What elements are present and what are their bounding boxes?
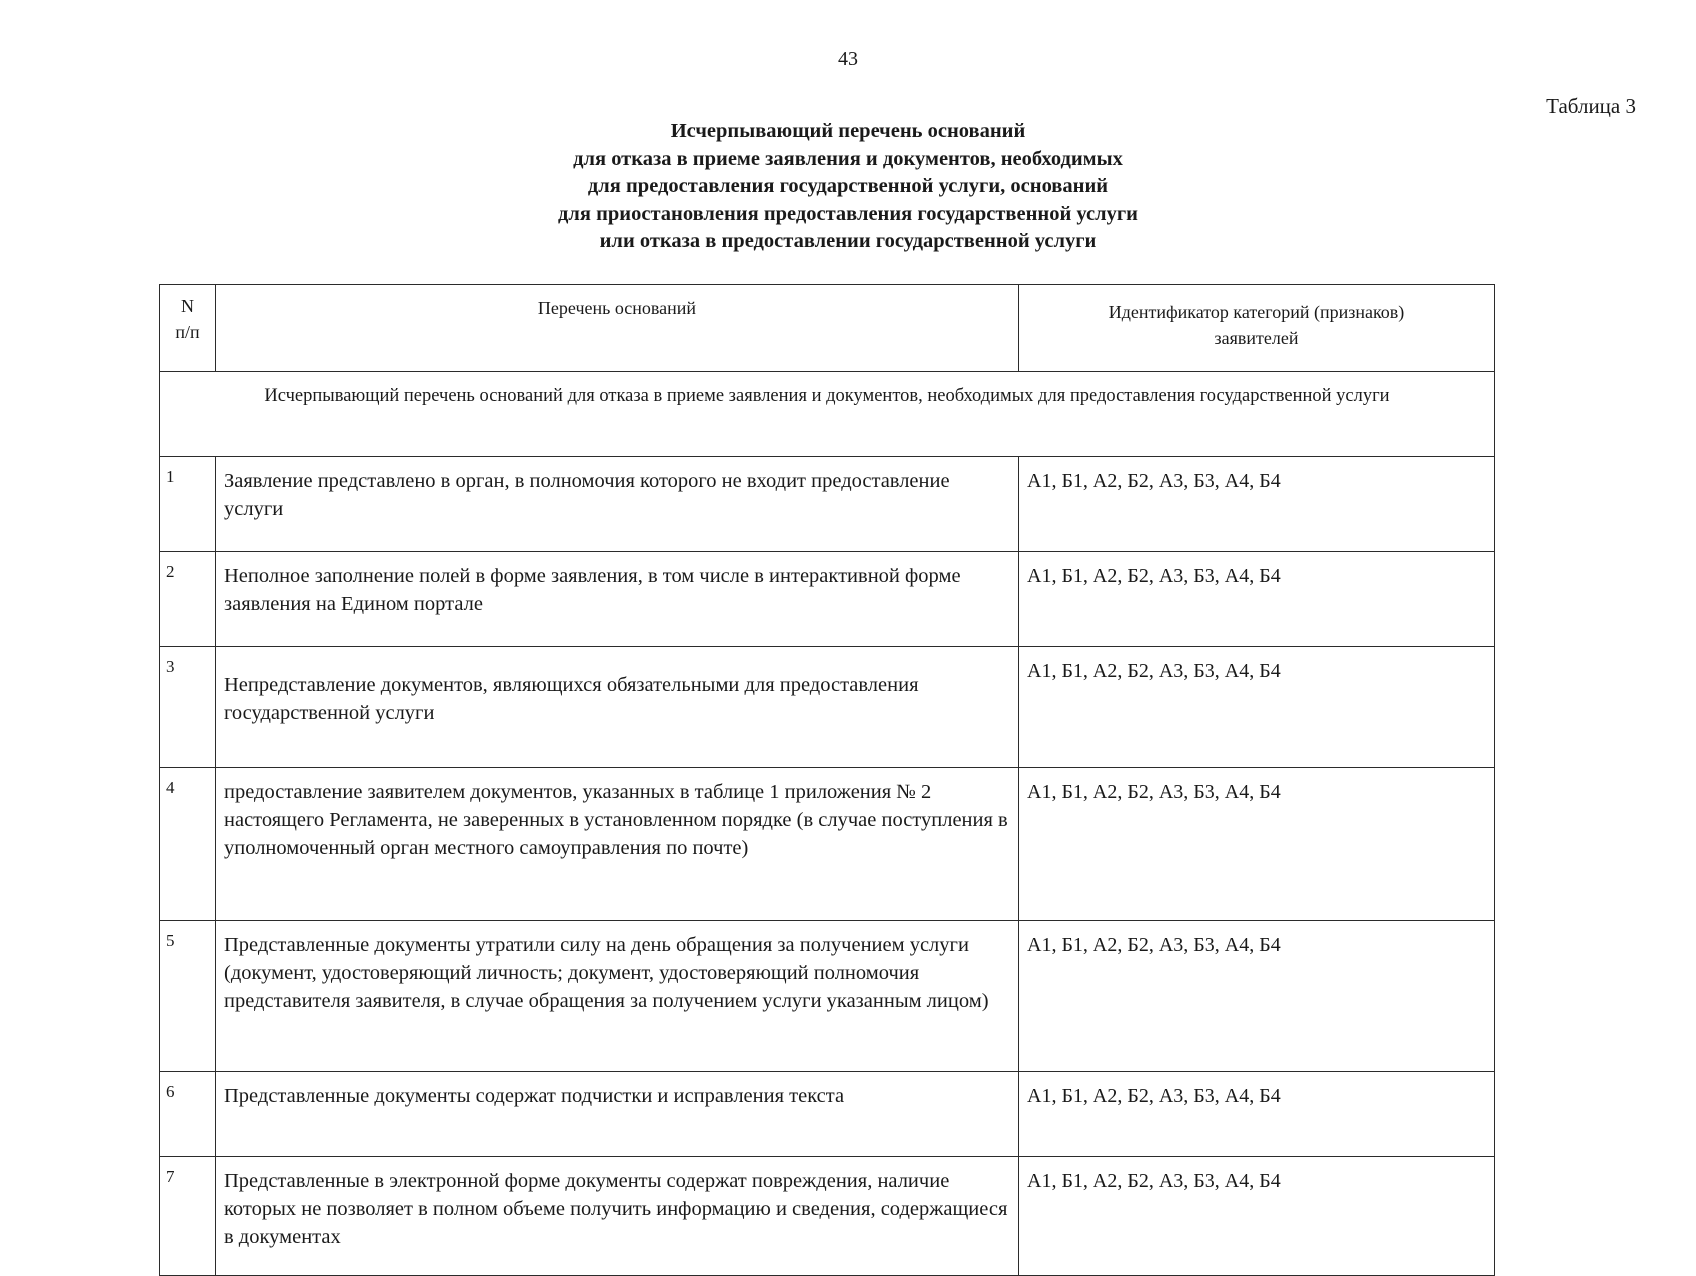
row-number: 3 bbox=[160, 647, 216, 768]
row-reason: Заявление представлено в орган, в полномочия которого не входит предоставление услуги bbox=[216, 457, 1019, 552]
table-row bbox=[160, 1072, 1495, 1157]
table-row bbox=[160, 768, 1495, 921]
grounds-table bbox=[159, 284, 1495, 1276]
title-line: для предоставления государственной услуги, оснований bbox=[587, 175, 1109, 198]
table-row bbox=[160, 552, 1495, 647]
header-identifier bbox=[1019, 285, 1495, 372]
row-reason: Непредставление документов, являющихся обязательными для предоставления государственной услуги bbox=[216, 647, 1019, 768]
row-number: 1 bbox=[160, 457, 216, 552]
row-identifiers: А1, Б1, А2, Б2, А3, Б3, А4, Б4 bbox=[1019, 647, 1495, 768]
header-number-line: п/п bbox=[175, 322, 200, 342]
header-number bbox=[160, 285, 216, 372]
row-reason: Представленные документы утратили силу на день обращения за получением услуги (документ, удостоверяющий личность; документ, удостоверяющий полномочия представителя заявителя, в случае обращения за получением услуги указанным лицом) bbox=[216, 921, 1019, 1072]
header-identifier-line: заявителей bbox=[1214, 328, 1299, 348]
document-title bbox=[0, 118, 1696, 256]
title-line: Исчерпывающий перечень оснований bbox=[670, 120, 1026, 142]
row-reason: Представленные в электронной форме документы содержат повреждения, наличие которых не позволяет в полном объеме получить информацию и сведения, содержащиеся в документах bbox=[216, 1157, 1019, 1276]
table-row bbox=[160, 921, 1495, 1072]
row-number: 7 bbox=[160, 1157, 216, 1276]
header-number-line: N bbox=[181, 296, 194, 316]
row-identifiers: А1, Б1, А2, Б2, А3, Б3, А4, Б4 bbox=[1019, 1157, 1495, 1276]
row-number: 5 bbox=[160, 921, 216, 1072]
row-reason: Неполное заполнение полей в форме заявления, в том числе в интерактивной форме заявления на Едином портале bbox=[216, 552, 1019, 647]
section-row bbox=[160, 372, 1495, 457]
row-number: 6 bbox=[160, 1072, 216, 1157]
header-row bbox=[160, 285, 1495, 372]
section-title: Исчерпывающий перечень оснований для отказа в приеме заявления и документов, необходимых для предоставления государственной услуги bbox=[160, 372, 1495, 457]
title-line: для приостановления предоставления государственной услуги bbox=[558, 202, 1138, 225]
row-reason: Представленные документы содержат подчистки и исправления текста bbox=[216, 1072, 1019, 1157]
row-reason: предоставление заявителем документов, указанных в таблице 1 приложения № 2 настоящего Регламента, не заверенных в установленном порядке (в случае поступления в уполномоченный орган местного самоуправления по почте) bbox=[216, 768, 1019, 921]
title-line: или отказа в предоставлении государственной услуги bbox=[599, 230, 1097, 253]
table-row bbox=[160, 1157, 1495, 1276]
row-identifiers: А1, Б1, А2, Б2, А3, Б3, А4, Б4 bbox=[1019, 457, 1495, 552]
table-label: Таблица 3 bbox=[1546, 94, 1636, 118]
header-identifier-line: Идентификатор категорий (признаков) bbox=[1108, 302, 1405, 322]
page-number: 43 bbox=[838, 48, 858, 70]
row-identifiers: А1, Б1, А2, Б2, А3, Б3, А4, Б4 bbox=[1019, 552, 1495, 647]
table-row bbox=[160, 457, 1495, 552]
row-number: 2 bbox=[160, 552, 216, 647]
table-row bbox=[160, 647, 1495, 768]
title-line: для отказа в приеме заявления и документов, необходимых bbox=[573, 147, 1123, 170]
row-identifiers: А1, Б1, А2, Б2, А3, Б3, А4, Б4 bbox=[1019, 768, 1495, 921]
row-identifiers: А1, Б1, А2, Б2, А3, Б3, А4, Б4 bbox=[1019, 1072, 1495, 1157]
row-number: 4 bbox=[160, 768, 216, 921]
row-identifiers: А1, Б1, А2, Б2, А3, Б3, А4, Б4 bbox=[1019, 921, 1495, 1072]
header-reasons: Перечень оснований bbox=[216, 285, 1019, 372]
